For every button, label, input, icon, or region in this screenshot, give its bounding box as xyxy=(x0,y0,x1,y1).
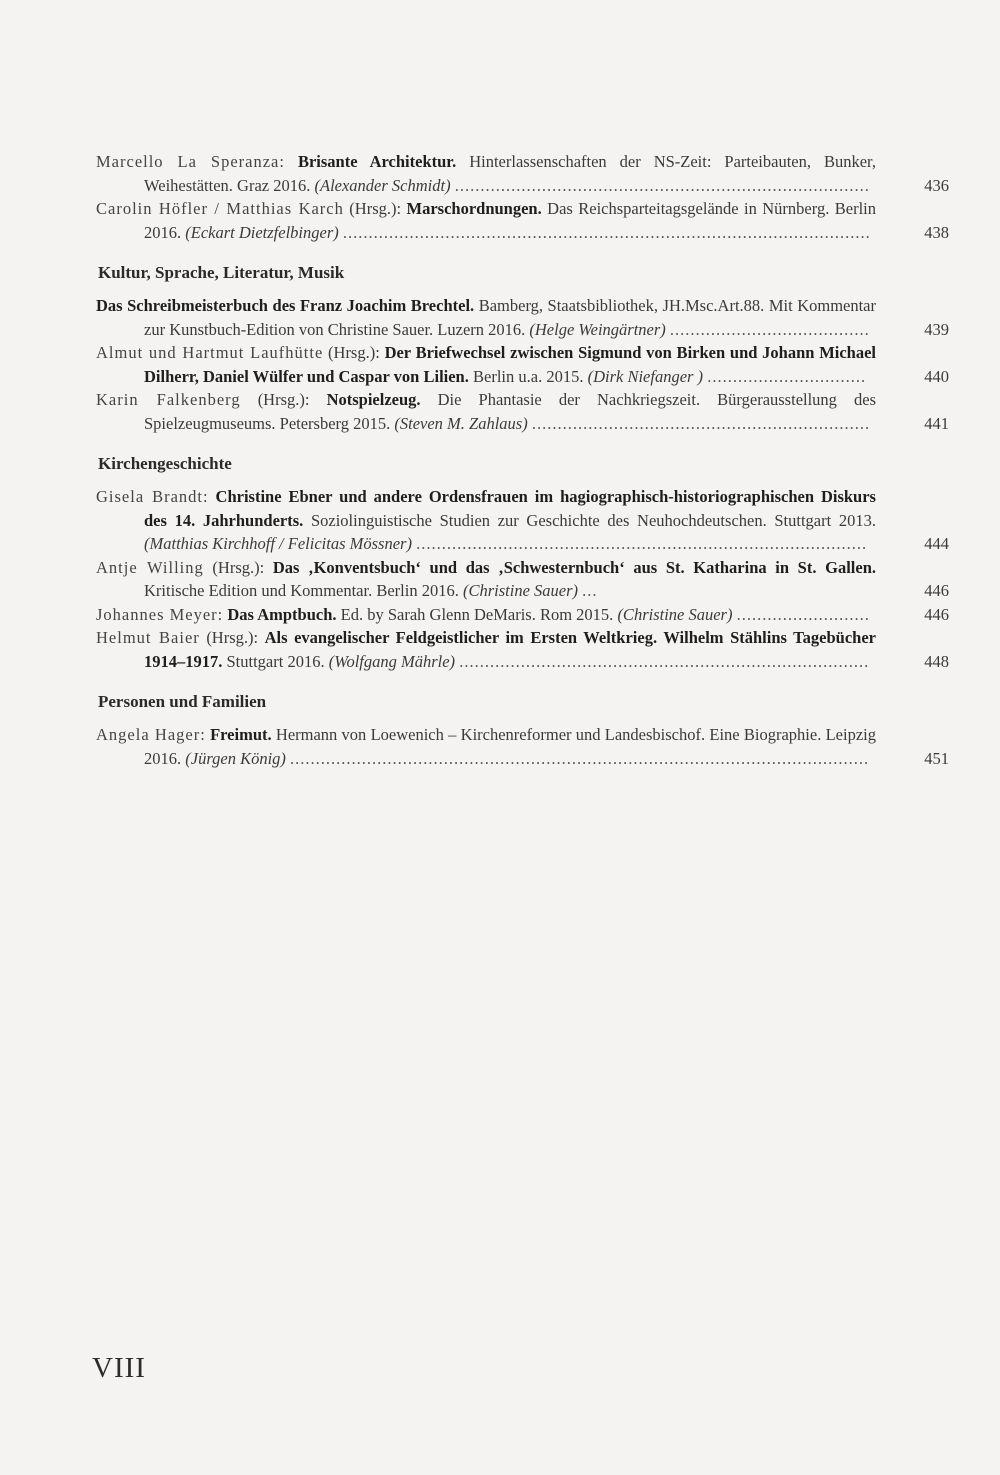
dot-leader: ................................................................................ xyxy=(459,651,870,671)
entry-reviewer: (Christine Sauer) xyxy=(617,604,733,624)
entry-reviewer: (Alexander Schmidt) xyxy=(314,175,451,195)
entry-author: Carolin Höfler / Matthias Karch xyxy=(96,199,344,218)
toc-section xyxy=(96,453,949,673)
dot-leader: .................................................................. xyxy=(531,413,871,433)
entry-title: Der Briefwechsel zwischen Sigmund von Birken und Johann Michael Dilherr, Daniel Wülfer und Caspar von Lilien. xyxy=(144,343,877,386)
entry-page-number: 446 xyxy=(924,604,949,624)
entry-details: Bamberg, Staatsbibliothek, JH.Msc.Art.88. Mit Kommentar zur Kunstbuch-Edition von Christine Sauer. Luzern 2016. xyxy=(144,296,877,339)
entry-reviewer: (Eckart Dietzfelbinger) xyxy=(185,222,339,242)
dot-leader: ........................................................................................ xyxy=(416,534,868,553)
toc-entry xyxy=(96,294,949,341)
entry-details: Berlin u.a. 2015. xyxy=(473,366,584,386)
toc-entry xyxy=(96,626,949,673)
table-of-contents xyxy=(96,150,949,770)
entry-author: Marcello La Speranza: xyxy=(96,152,285,171)
entry-author: Johannes Meyer: xyxy=(96,604,224,624)
toc-section xyxy=(96,150,949,244)
entry-author-role: (Hrsg.): xyxy=(328,343,380,362)
entry-reviewer: (Jürgen König) xyxy=(185,748,286,768)
entry-author: Angela Hager: xyxy=(96,725,206,744)
section-heading: Personen und Familien xyxy=(98,692,267,711)
entry-author: Gisela Brandt: xyxy=(96,487,209,506)
entry-title: Das Amptbuch. xyxy=(227,604,337,624)
entry-author: Helmut Baier xyxy=(96,628,200,647)
dot-leader: ....................................... xyxy=(669,319,870,339)
dot-leader: ....................................................................................................... xyxy=(342,222,871,242)
entry-page-number: 438 xyxy=(924,222,949,242)
dot-leader: ... xyxy=(582,581,598,600)
entry-title: Freimut. xyxy=(210,725,272,744)
toc-section xyxy=(96,262,949,435)
dot-leader: .......................... xyxy=(736,604,870,624)
entry-title: Als evangelischer Feldgeistlicher im Ersten Weltkrieg. Wilhelm Stählins Tagebücher 1914–1917. xyxy=(144,628,876,671)
entry-page-number: 451 xyxy=(924,748,949,768)
entry-author-role: (Hrsg.): xyxy=(212,557,265,577)
entry-title: Marschordnungen. xyxy=(406,199,542,218)
entry-author: Almut und Hartmut Laufhütte xyxy=(96,343,324,362)
entry-reviewer: (Matthias Kirchhoff / Felicitas Mössner) xyxy=(144,534,412,553)
entry-author: Antje Willing xyxy=(96,557,204,577)
entry-details: Ed. by Sarah Glenn DeMaris. Rom 2015. xyxy=(340,604,614,624)
entry-reviewer: (Helge Weingärtner) xyxy=(529,319,666,339)
toc-entry xyxy=(96,723,949,770)
toc-entry xyxy=(96,388,949,435)
entry-author-role: (Hrsg.): xyxy=(257,390,310,409)
entry-reviewer: (Christine Sauer) xyxy=(462,581,579,600)
dot-leader: ................................................................................................................. xyxy=(290,748,870,768)
entry-title: Das ‚Konventsbuch‘ und das ‚Schwesternbuch‘ aus St. Katharina in St. Gallen. xyxy=(272,557,877,577)
section-heading: Kirchengeschichte xyxy=(98,454,232,473)
entry-reviewer: (Wolfgang Mährle) xyxy=(328,651,456,671)
entry-details: Die Phantasie der Nachkriegszeit. Bürgerausstellung des Spielzeugmuseums. Petersberg 2015. xyxy=(144,390,877,433)
entry-details: Stuttgart 2016. xyxy=(226,651,325,671)
entry-details: Das Reichsparteitagsgelände in Nürnberg. Berlin 2016. xyxy=(144,199,876,242)
entry-title: Notspielzeug. xyxy=(326,390,421,409)
entry-title: Das Schreibmeisterbuch des Franz Joachim Brechtel. xyxy=(96,296,475,315)
page-number-folio: VIII xyxy=(92,1352,146,1384)
entry-author: Karin Falkenberg xyxy=(96,390,241,409)
entry-page-number: 444 xyxy=(924,534,949,553)
entry-page-number: 439 xyxy=(924,319,949,339)
toc-section xyxy=(96,691,949,770)
entry-author-role: (Hrsg.): xyxy=(349,199,402,218)
entry-page-number: 441 xyxy=(924,413,949,433)
entry-reviewer: (Dirk Niefanger ) xyxy=(587,366,704,386)
toc-entry xyxy=(96,197,949,244)
entry-page-number: 440 xyxy=(924,366,949,386)
entry-page-number: 448 xyxy=(924,651,949,671)
toc-entry xyxy=(96,150,949,197)
entry-title: Brisante Architektur. xyxy=(297,152,457,171)
entry-details: Hermann von Loewenich – Kirchenreformer und Landesbischof. Eine Biographie. Leipzig 2016. xyxy=(144,725,876,768)
entry-details: Kritische Edition und Kommentar. Berlin 2016. xyxy=(144,581,459,600)
entry-author-role: (Hrsg.): xyxy=(206,628,259,647)
entry-reviewer: (Steven M. Zahlaus) xyxy=(394,413,528,433)
toc-entry xyxy=(96,556,949,603)
dot-leader: ............................... xyxy=(707,366,867,386)
toc-entry xyxy=(96,603,949,627)
entry-page-number: 446 xyxy=(924,581,949,600)
section-heading: Kultur, Sprache, Literatur, Musik xyxy=(98,263,345,282)
entry-title: Christine Ebner und andere Ordensfrauen im hagiographisch-historiographischen Diskurs des 14. Jahrhunderts. xyxy=(144,487,876,530)
entry-details: Soziolinguistische Studien zur Geschichte des Neuhochdeutschen. Stuttgart 2013. xyxy=(310,510,876,530)
toc-entry xyxy=(96,341,949,388)
entry-details: Hinterlassenschaften der NS-Zeit: Parteibauten, Bunker, Weihestätten. Graz 2016. xyxy=(144,152,877,195)
toc-entry xyxy=(96,485,949,556)
entry-page-number: 436 xyxy=(924,175,949,195)
dot-leader: ................................................................................. xyxy=(454,175,870,195)
